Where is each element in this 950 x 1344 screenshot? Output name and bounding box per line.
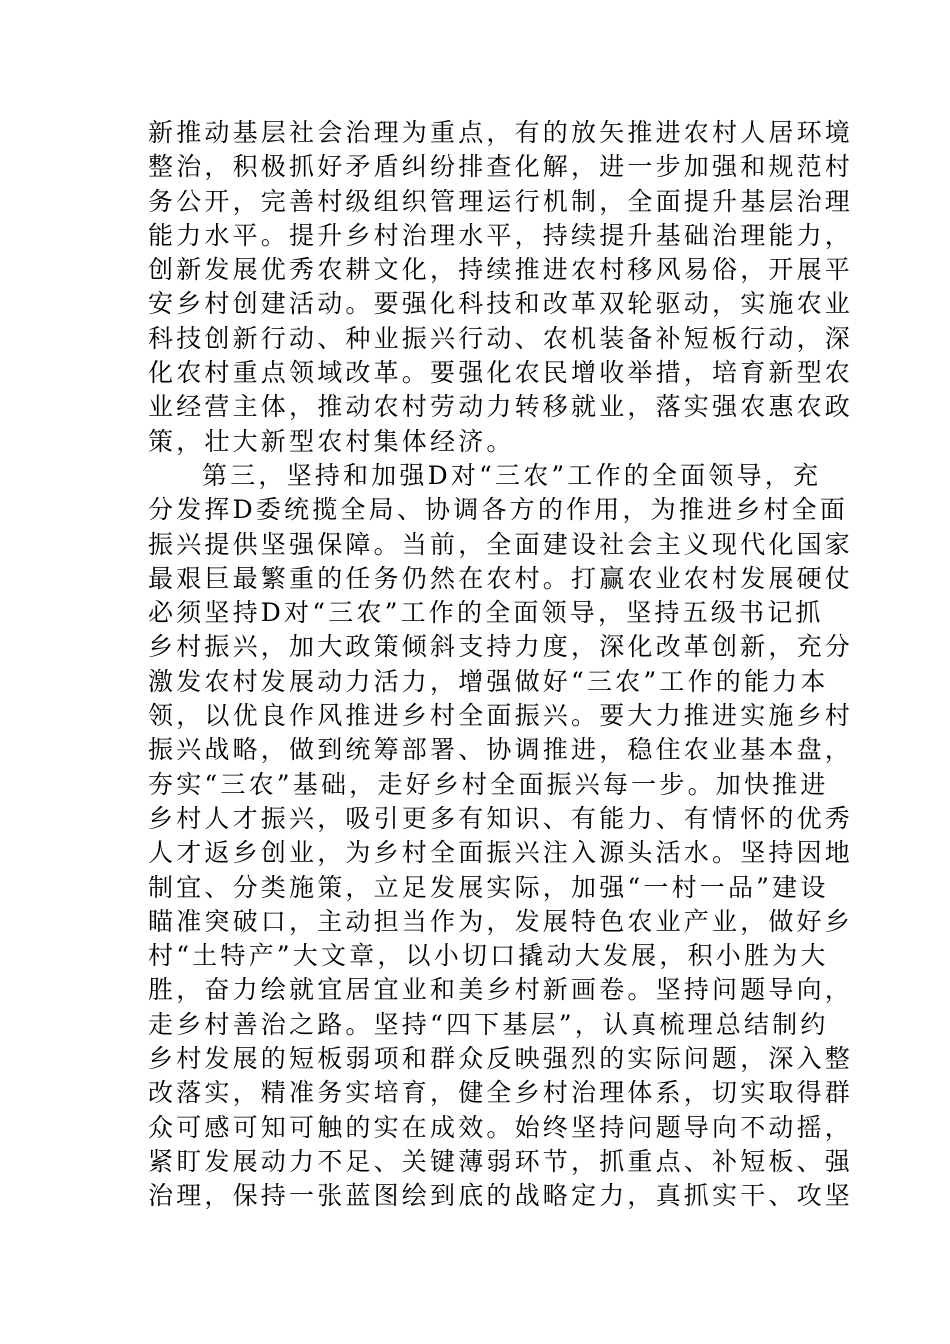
text-line: 新推动基层社会治理为重点，有的放矢推进农村人居环境: [148, 118, 854, 147]
text-line: 能力水平。提升乡村治理水平，持续提升基础治理能力，: [148, 220, 854, 250]
text-line: 安乡村创建活动。要强化科技和改革双轮驱动，实施农业: [148, 289, 854, 319]
text-line: 策，壮大新型农村集体经济。: [148, 426, 515, 456]
text-line: 乡村振兴，加大政策倾斜支持力度，深化改革创新，充分: [148, 632, 854, 662]
text-line: 走乡村善治之路。坚持“四下基层”，认真梳理总结制约: [148, 1009, 829, 1039]
text-line: 创新发展优秀农耕文化，持续推进农村移风易俗，开展平: [148, 255, 854, 285]
text-line: 夯实“三农”基础，走好乡村全面振兴每一步。加快推进: [148, 769, 829, 799]
text-line: 治理，保持一张蓝图绘到底的战略定力，真抓实干、攻坚: [148, 1181, 854, 1211]
text-line: 振兴战略，做到统筹部署、协调推进，稳住农业基本盘，: [148, 735, 854, 765]
text-line: 业经营主体，推动农村劳动力转移就业，落实强农惠农政: [148, 392, 854, 422]
text-line: 整治，积极抓好矛盾纠纷排查化解，进一步加强和规范村: [148, 152, 854, 182]
text-line: 激发农村发展动力活力，增强做好“三农”工作的能力本: [148, 666, 829, 696]
text-line: 改落实，精准务实培育，健全乡村治理体系，切实取得群: [148, 1078, 854, 1108]
text-line: 务公开，完善村级组织管理运行机制，全面提升基层治理: [148, 186, 854, 216]
text-line: 人才返乡创业，为乡村全面振兴注入源头活水。坚持因地: [148, 838, 854, 868]
text-line: 紧盯发展动力不足、关键薄弱环节，抓重点、补短板、强: [148, 1146, 854, 1176]
text-line: 村“土特产”大文章，以小切口撬动大发展，积小胜为大: [148, 941, 829, 971]
text-line: 科技创新行动、种业振兴行动、农机装备补短板行动，深: [148, 323, 854, 353]
text-line: 乡村发展的短板弱项和群众反映强烈的实际问题，深入整: [148, 1044, 854, 1074]
text-line: 瞄准突破口，主动担当作为，发展特色农业产业，做好乡: [148, 906, 854, 936]
paragraph-first-line: 第三，坚持和加强D对“三农”工作的全面领导，充: [202, 460, 822, 490]
text-line: 必须坚持D对“三农”工作的全面领导，坚持五级书记抓: [148, 598, 824, 628]
text-line: 化农村重点领域改革。要强化农民增收举措，培育新型农: [148, 358, 854, 388]
text-line: 众可感可知可触的实在成效。始终坚持问题导向不动摇，: [148, 1112, 854, 1142]
text-line: 领，以优良作风推进乡村全面振兴。要大力推进实施乡村: [148, 701, 854, 731]
text-line: 制宜、分类施策，立足发展实际，加强“一村一品”建设: [148, 872, 829, 902]
text-line: 胜，奋力绘就宜居宜业和美乡村新画卷。坚持问题导向，: [148, 975, 854, 1005]
text-line: 分发挥D委统揽全局、协调各方的作用，为推进乡村全面: [148, 495, 849, 525]
body-text: [148, 116, 854, 1214]
text-line: 最艰巨最繁重的任务仍然在农村。打赢农业农村发展硬仗: [148, 563, 854, 593]
text-line: 振兴提供坚强保障。当前，全面建设社会主义现代化国家: [148, 529, 854, 559]
text-line: 乡村人才振兴，吸引更多有知识、有能力、有情怀的优秀: [148, 803, 854, 833]
